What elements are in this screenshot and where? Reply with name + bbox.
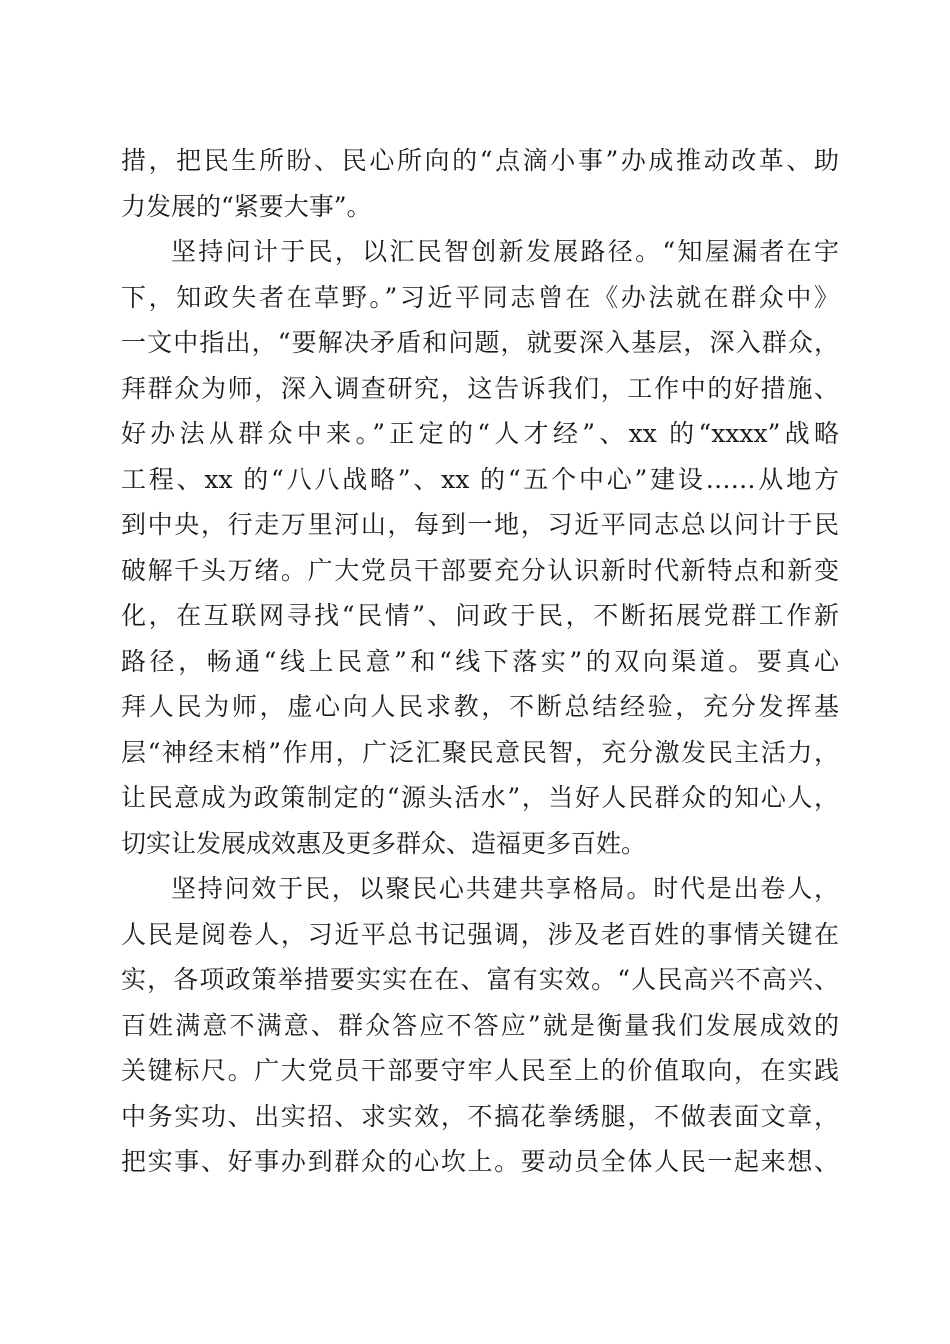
paragraph-1: [121, 138, 839, 229]
document-body: [121, 138, 839, 1185]
text-line: 层“神经末梢”作用，广泛汇聚民意民智，充分激发民主活力，: [121, 737, 839, 767]
text-line: 百姓满意不满意、群众答应不答应”就是衡量我们发展成效的: [121, 1010, 839, 1040]
text-line: 关键标尺。广大党员干部要守牢人民至上的价值取向，在实践: [121, 1056, 839, 1085]
text-line: 工程、xx 的“八八战略”、xx 的“五个中心”建设……从地方: [121, 464, 839, 494]
text-line: 让民意成为政策制定的“源头活水”，当好人民群众的知心人，: [121, 783, 839, 812]
paragraph-2: [121, 229, 839, 866]
text-line: 下，知政失者在草野。”习近平同志曾在《办法就在群众中》: [121, 282, 839, 312]
text-line: 坚持问计于民，以汇民智创新发展路径。“知屋漏者在宇: [171, 237, 839, 266]
text-line: 把实事、好事办到群众的心坎上。要动员全体人民一起来想、: [121, 1147, 839, 1176]
text-line: 破解千头万绪。广大党员干部要充分认识新时代新特点和新变: [121, 555, 839, 585]
text-line: 力发展的“紧要大事”。: [121, 191, 372, 221]
text-line: 拜人民为师，虚心向人民求教，不断总结经验，充分发挥基: [121, 692, 839, 721]
paragraph-3: [121, 866, 839, 1185]
text-line: 坚持问效于民，以聚民心共建共享格局。时代是出卷人，: [171, 874, 839, 903]
text-line: 一文中指出，“要解决矛盾和问题，就要深入基层，深入群众，: [121, 328, 839, 357]
text-line: 拜群众为师，深入调查研究，这告诉我们，工作中的好措施、: [121, 373, 839, 403]
text-line: 路径，畅通“线上民意”和“线下落实”的双向渠道。要真心: [121, 646, 839, 676]
text-line: 好办法从群众中来。”正定的“人才经”、xx 的“xxxx”战略: [121, 419, 839, 448]
text-line: 到中央，行走万里河山，每到一地，习近平同志总以问计于民: [121, 510, 839, 539]
text-line: 实，各项政策举措要实实在在、富有实效。“人民高兴不高兴、: [121, 965, 839, 994]
text-line: 中务实功、出实招、求实效，不搞花拳绣腿，不做表面文章，: [121, 1101, 839, 1131]
text-line: 措，把民生所盼、民心所向的“点滴小事”办成推动改革、助: [121, 146, 839, 175]
text-line: 化，在互联网寻找“民情”、问政于民，不断拓展党群工作新: [121, 601, 839, 630]
text-line: 人民是阅卷人，习近平总书记强调，涉及老百姓的事情关键在: [121, 919, 839, 949]
text-line: 切实让发展成效惠及更多群众、造福更多百姓。: [121, 828, 647, 858]
